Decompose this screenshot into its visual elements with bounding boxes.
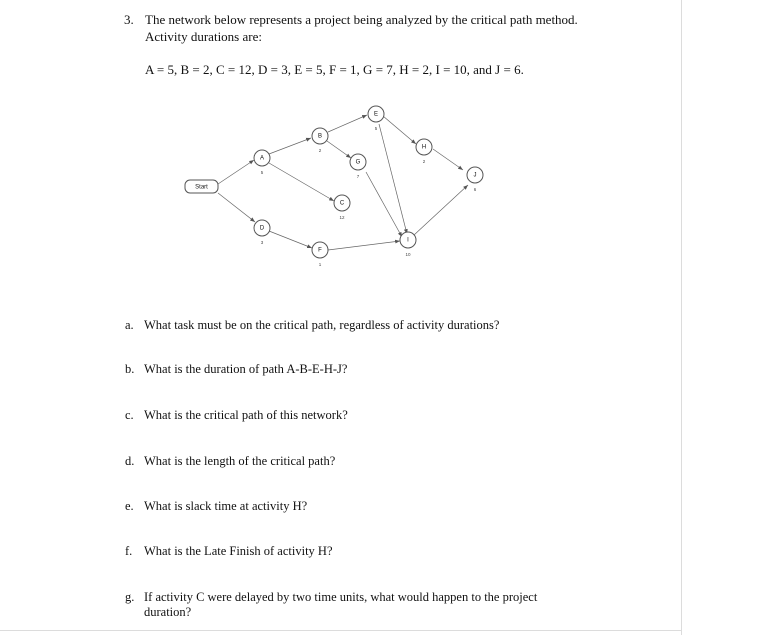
start-node	[185, 180, 218, 193]
page-edge-bottom	[0, 630, 681, 631]
node-j-duration: 6	[473, 187, 477, 192]
subquestion-e-letter: e.	[125, 499, 134, 513]
node-d	[254, 220, 270, 245]
node-h	[416, 139, 432, 164]
edge-e-h	[383, 116, 416, 144]
edge-g-i	[366, 172, 402, 237]
activity-durations: A = 5, B = 2, C = 12, D = 3, E = 5, F = 1, G = 7, H = 2, I = 10, and J = 6.	[145, 62, 524, 77]
node-a-duration: 5	[260, 170, 264, 175]
node-g	[350, 154, 366, 179]
edge-a-b	[269, 138, 311, 154]
subquestion-a-letter: a.	[125, 318, 134, 332]
node-a	[254, 150, 270, 175]
node-e-label: E	[373, 111, 379, 118]
subquestion-g-letter: g.	[125, 590, 135, 604]
edge-b-e	[328, 115, 367, 132]
subquestion-f-text: What is the Late Finish of activity H?	[144, 544, 333, 558]
start-node-label: Start	[195, 184, 208, 191]
node-b-duration: 2	[318, 148, 322, 153]
edge-start-a	[218, 160, 254, 184]
edge-start-d	[218, 193, 255, 222]
node-j	[467, 167, 483, 192]
edge-d-f	[269, 231, 312, 248]
subquestion-c-letter: c.	[125, 408, 134, 422]
page-edge-right	[681, 0, 682, 635]
edge-h-j	[433, 149, 463, 170]
node-f-duration: 1	[318, 262, 322, 267]
question-text-line2: Activity durations are:	[145, 29, 262, 44]
node-i-label: I	[407, 237, 409, 244]
node-c-duration: 12	[339, 215, 345, 220]
node-d-duration: 3	[260, 240, 264, 245]
node-f	[312, 242, 328, 267]
question-number: 3.	[124, 12, 134, 27]
network-diagram	[180, 100, 500, 280]
edge-i-j	[414, 185, 468, 235]
node-c	[334, 195, 350, 220]
node-e	[368, 106, 384, 131]
node-h-label: H	[421, 144, 427, 151]
subquestion-g-text: If activity C were delayed by two time units, what would happen to the project	[144, 590, 538, 604]
subquestion-b-letter: b.	[125, 362, 135, 376]
subquestion-d-letter: d.	[125, 454, 135, 468]
node-c-label: C	[339, 200, 345, 207]
edge-b-g	[327, 141, 351, 158]
subquestion-d-text: What is the length of the critical path?	[144, 454, 336, 468]
subquestion-a-text: What task must be on the critical path, regardless of activity durations?	[144, 318, 500, 332]
subquestion-e-text: What is slack time at activity H?	[144, 499, 308, 513]
node-d-label: D	[259, 225, 265, 232]
node-b	[312, 128, 328, 153]
subquestion-c-text: What is the critical path of this network?	[144, 408, 348, 422]
node-i	[400, 232, 416, 257]
subquestion-f-letter: f.	[125, 544, 133, 558]
question-text-line1: The network below represents a project being analyzed by the critical path method.	[145, 12, 578, 27]
node-b-label: B	[317, 133, 323, 140]
node-h-duration: 2	[422, 159, 426, 164]
node-e-duration: 5	[374, 126, 378, 131]
node-g-duration: 7	[356, 174, 360, 179]
edge-a-c	[269, 163, 334, 201]
node-j-label: J	[473, 172, 477, 179]
node-i-duration: 10	[405, 252, 411, 257]
subquestion-b-text: What is the duration of path A-B-E-H-J?	[144, 362, 348, 376]
subquestion-g-text-line2: duration?	[144, 605, 192, 619]
node-g-label: G	[355, 159, 361, 166]
edge-e-i	[379, 124, 407, 234]
node-f-label: F	[318, 247, 322, 254]
node-a-label: A	[259, 155, 265, 162]
edge-f-i	[328, 241, 400, 250]
